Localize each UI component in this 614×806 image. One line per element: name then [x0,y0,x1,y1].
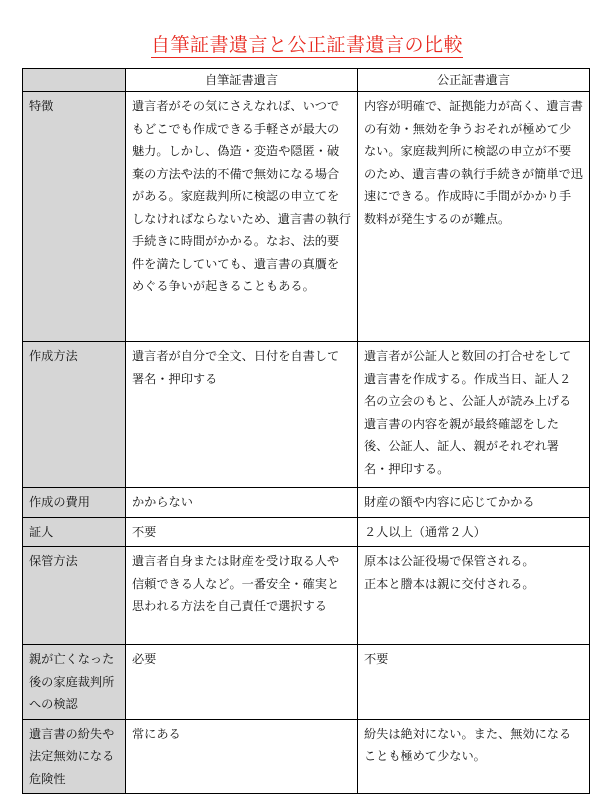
row-label: 親が亡くなった後の家庭裁判所への検認 [23,645,126,720]
table-row [23,719,590,794]
row-label: 作成方法 [23,342,126,488]
row-label: 遺言書の紛失や法定無効になる危険性 [23,719,126,794]
cell-holographic: 遺言者がその気にさえなれば、いつでもどこでも作成できる手軽さが最大の魅力。しかし、偽造・変造や隠匿・破棄の方法や法的不備で無効になる場合がある。家庭裁判所に検認の申立てをしなければならないため、遺言書の執行手続きに時間がかかる。なお、法的要件を満たしていても、遺言書の真贋をめぐる争いが起きることもある。 [126,92,358,342]
cell-holographic: 遺言者が自分で全文、日付を自書して署名・押印する [126,342,358,488]
table-row [23,547,590,645]
document-title [0,30,614,57]
table-row [23,488,590,518]
cell-holographic: 不要 [126,517,358,547]
table-row [23,645,590,720]
cell-holographic: かからない [126,488,358,518]
comparison-table [22,68,590,794]
header-cell-blank [23,69,126,92]
table-header-row [23,69,590,92]
cell-holographic: 必要 [126,645,358,720]
row-label: 証人 [23,517,126,547]
cell-notarial: 財産の額や内容に応じてかかる [358,488,590,518]
table-row [23,517,590,547]
cell-notarial: 遺言者が公証人と数回の打合せをして遺言書を作成する。作成当日、証人２名の立会のもと、公証人が読み上げる遺言書の内容を親が最終確認をした後、公証人、証人、親がそれぞれ署名・押印する。 [358,342,590,488]
table-row [23,92,590,342]
table-row [23,342,590,488]
cell-holographic: 常にある [126,719,358,794]
header-holographic: 自筆証書遺言 [126,69,358,92]
cell-notarial: 内容が明確で、証拠能力が高く、遺言書の有効・無効を争うおそれが極めて少ない。家庭裁判所に検認の申立が不要のため、遺言書の執行手続きが簡単で迅速にできる。作成時に手間がかかり手数料が発生するのが難点。 [358,92,590,342]
row-label: 保管方法 [23,547,126,645]
cell-notarial: 不要 [358,645,590,720]
row-label: 作成の費用 [23,488,126,518]
header-notarial: 公正証書遺言 [358,69,590,92]
cell-notarial: 紛失は絶対にない。また、無効になることも極めて少ない。 [358,719,590,794]
cell-notarial: 原本は公証役場で保管される。 正本と謄本は親に交付される。 [358,547,590,645]
document-title-text: 自筆証書遺言と公正証書遺言の比較 [150,34,463,56]
cell-notarial: ２人以上（通常２人） [358,517,590,547]
cell-holographic: 遺言者自身または財産を受け取る人や信頼できる人など。一番安全・確実と思われる方法を自己責任で選択する [126,547,358,645]
row-label: 特徴 [23,92,126,342]
